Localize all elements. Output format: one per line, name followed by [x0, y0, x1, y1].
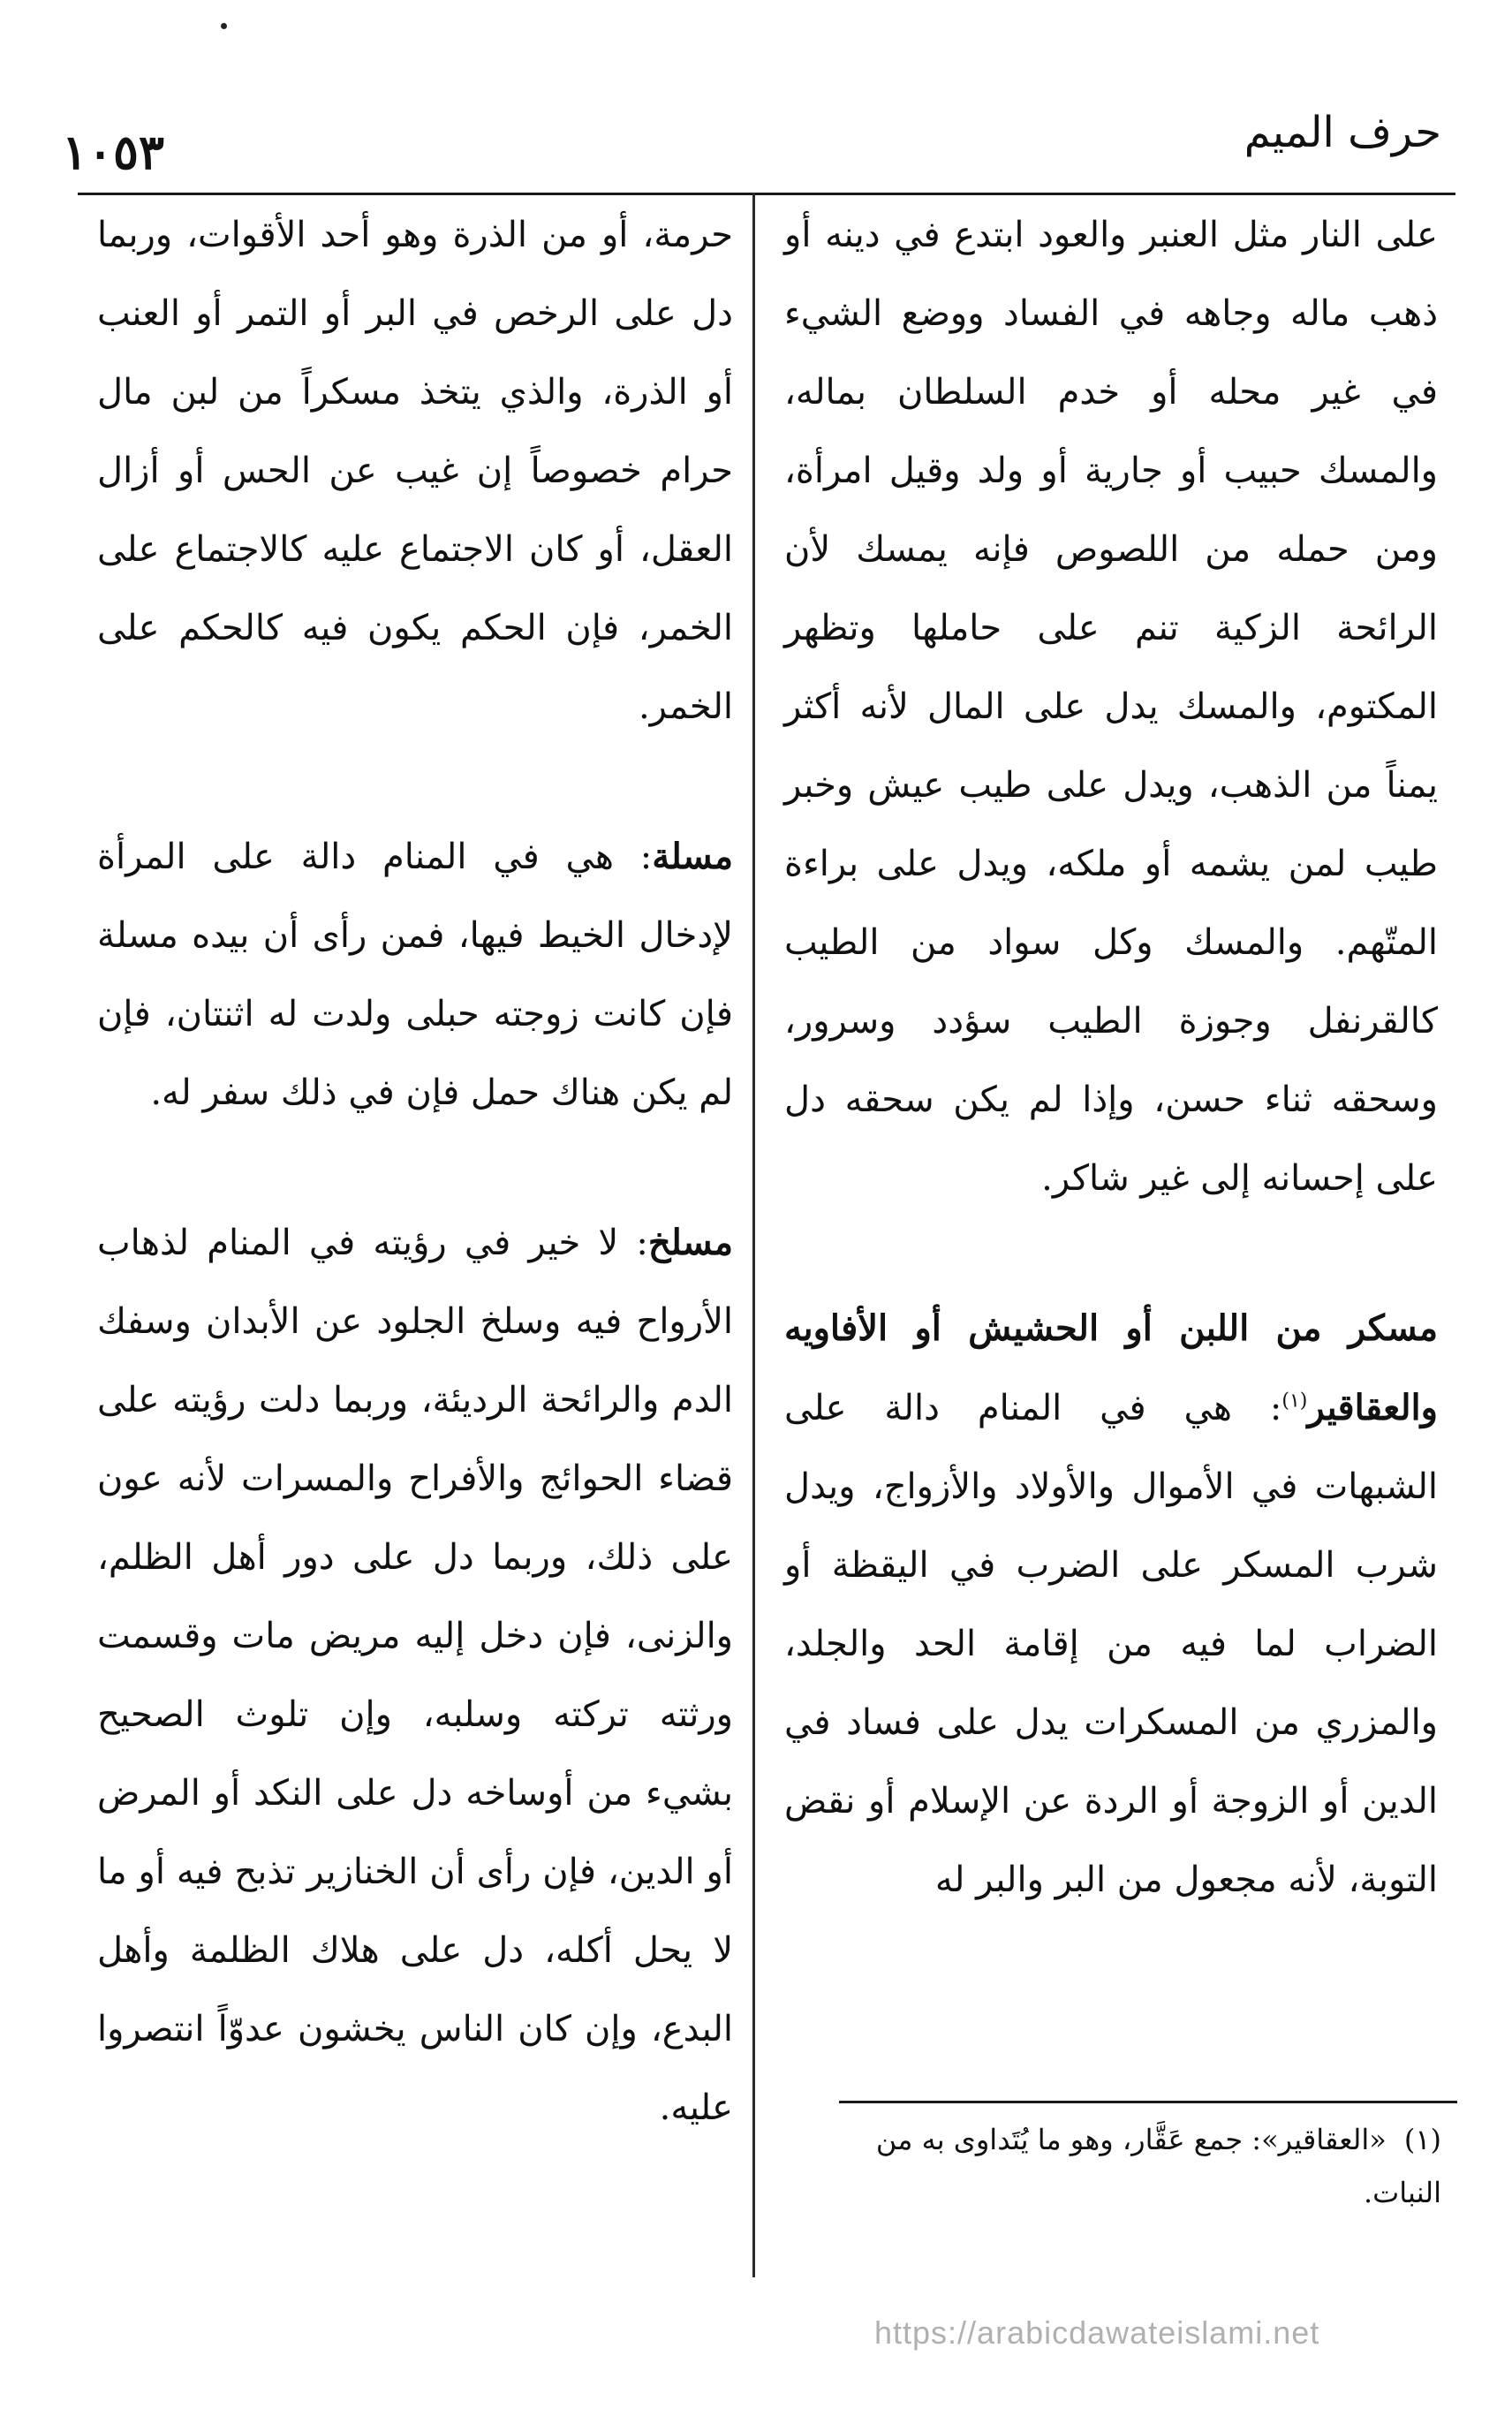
entry-body: : هي في المنام دالة على الشبهات في الأموال والأولاد والأزواج، ويدل شرب المسكر على الضرب في اليقظة أو الضراب لما فيه من إقامة الحد والجلد، والمزري من المسكرات يدل على فساد في الدين أو الزوجة أو الردة عن الإسلام أو نقض التوبة، لأنه مجعول من البر والبر له — [784, 1388, 1438, 1900]
paragraph-gap — [97, 1132, 733, 1203]
watermark-url: https://arabicdawateislami.net — [874, 2314, 1320, 2351]
entry-musker — [784, 1289, 1438, 1920]
paragraph-gap — [97, 746, 733, 817]
footnote-rule — [839, 2101, 1457, 2103]
entry-body: : لا خير في رؤيته في المنام لذهاب الأرواح فيه وسلخ الجلود عن الأبدان وسفك الدم والرائحة الرديئة، وربما دلت رؤيته على قضاء الحوائج والأفراح والمسرات لأنه عون على ذلك، وربما دل على دور أهل الظلم، والزنى، فإن دخل إليه مريض مات وقسمت ورثته تركته وسلبه، وإن تلوث الصحيح بشيء من أوساخه دل على النكد أو المرض أو الدين، فإن رأى أن الخنازير تذبح فيه أو ما لا يحل أكله، دل على هلاك الظلمة وأهل البدع، وإن كان الناس يخشون عدوّاً انتصروا عليه. — [97, 1223, 733, 2128]
page-number: ١٠٥٣ — [62, 124, 165, 180]
print-speck — [221, 23, 227, 29]
footnote — [823, 2113, 1441, 2219]
paragraph-gap — [784, 1218, 1438, 1289]
footnote-text: «العقاقير»: جمع عَقَّار، وهو ما يُتَداوى به من النبات. — [875, 2123, 1441, 2209]
entry-body: : هي في المنام دالة على المرأة لإدخال الخيط فيها، فمن رأى أن بيده مسلة فإن كانت زوجته حبلى ولدت له اثنتان، فإن لم يكن هناك حمل فإن في ذلك سفر له. — [97, 837, 733, 1113]
right-column — [784, 196, 1438, 1920]
right-intro-paragraph: على النار مثل العنبر والعود ابتدع في دينه أو ذهب ماله وجاهه في الفساد ووضع الشيء في غير محله أو خدم السلطان بماله، والمسك حبيب أو جارية أو ولد وقيل امرأة، ومن حمله من اللصوص فإنه يمسك لأن الرائحة الزكية تنم على حاملها وتظهر المكتوم، والمسك يدل على المال لأنه أكثر يمناً من الذهب، ويدل على طيب عيش وخبر طيب لمن يشمه أو ملكه، ويدل على براءة المتّهم. والمسك وكل سواد من الطيب كالقرنفل وجوزة الطيب سؤدد وسرور، وسحقه ثناء حسن، وإذا لم يكن سحقه دل على إحسانه إلى غير شاكر. — [784, 215, 1438, 1199]
left-continuation-paragraph: حرمة، أو من الذرة وهو أحد الأقوات، وربما دل على الرخص في البر أو التمر أو العنب أو الذرة، والذي يتخذ مسكراً من لبن مال حرام خصوصاً إن غيب عن الحس أو أزال العقل، أو كان الاجتماع عليه كالاجتماع على الخمر، فإن الحكم يكون فيه كالحكم على الخمر. — [97, 215, 733, 727]
footnote-reference: (١) — [1281, 1390, 1308, 1413]
column-divider — [752, 193, 755, 2277]
chapter-title: حرف الميم — [1244, 108, 1441, 157]
entry-maslakh — [97, 1203, 733, 2148]
entry-heading: مسكر من اللبن أو الحشيش أو الأفاويه والعقاقير — [784, 1307, 1438, 1428]
left-column — [97, 196, 733, 2148]
entry-heading: مسلة — [652, 836, 733, 877]
header-rule — [78, 193, 1455, 195]
entry-heading: مسلخ — [647, 1222, 733, 1263]
footnote-number: (١) — [1403, 2123, 1441, 2156]
entry-misalla — [97, 817, 733, 1132]
